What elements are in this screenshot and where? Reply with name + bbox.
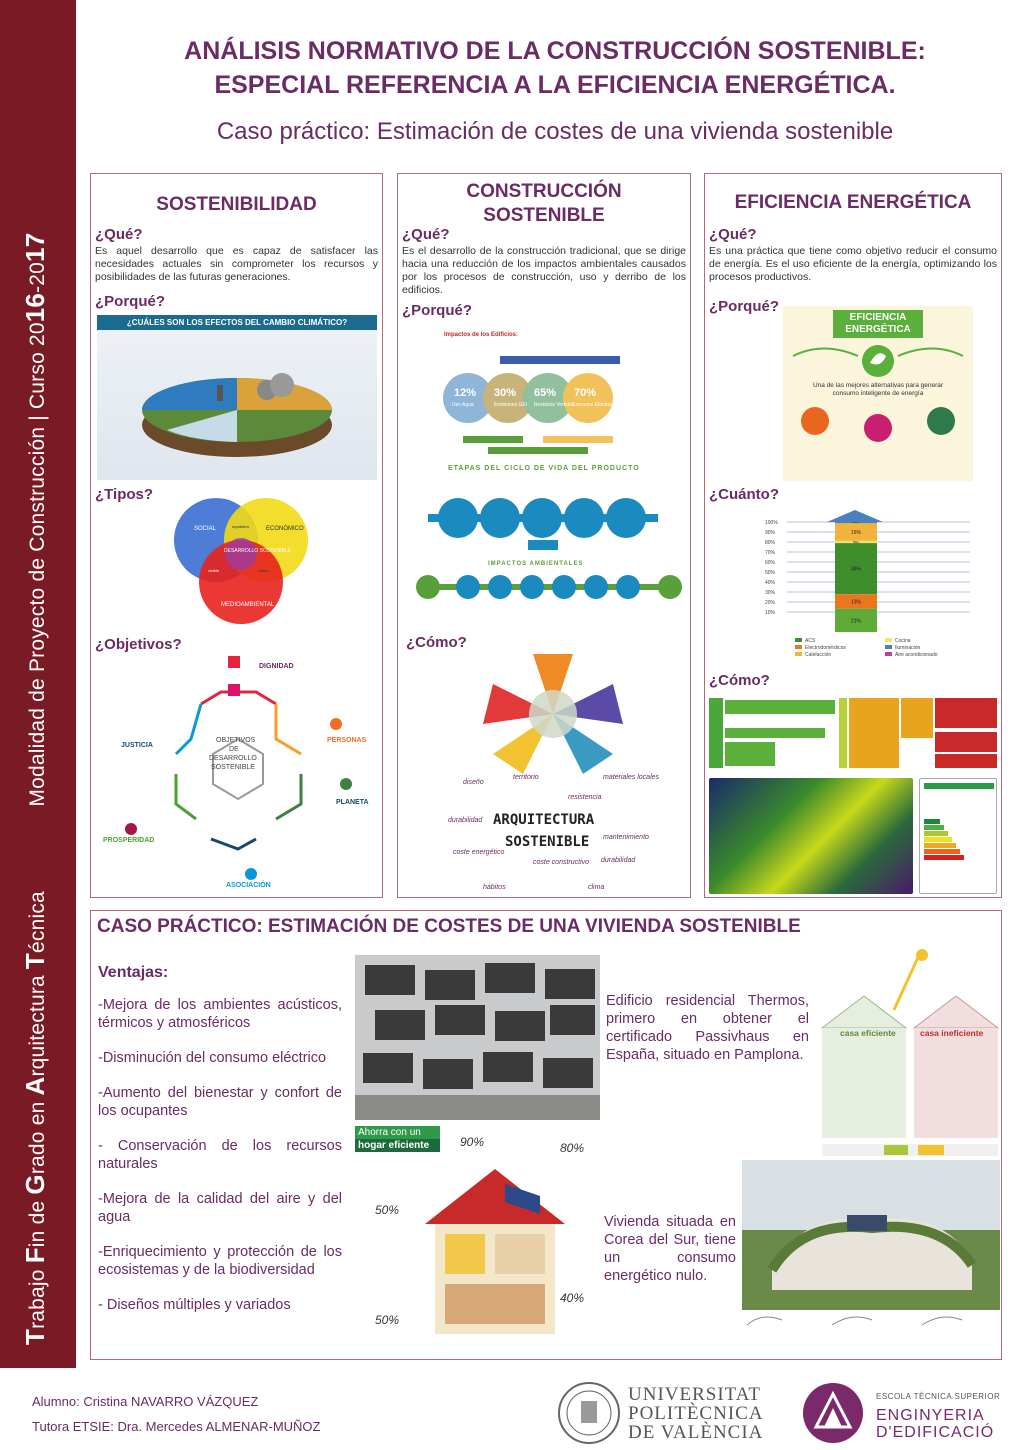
- thermal-image: [709, 778, 913, 894]
- impact-residuos-value: 65%: [534, 387, 557, 399]
- chart-legend-swatch: [885, 638, 892, 642]
- impact-gei-label: Emisiones GEI: [494, 402, 528, 408]
- ventaja-item: -Enriquecimiento y protección de los ecosistemas y de la biodiversidad: [98, 1244, 342, 1278]
- building-impacts-infographic: [438, 326, 638, 461]
- chart-y-tick: 80%: [765, 540, 776, 546]
- lifecycle-title: ETAPAS DEL CICLO DE VIDA DEL PRODUCTO: [448, 465, 640, 472]
- sostenibilidad-que-label: ¿Qué?: [95, 226, 143, 243]
- arq-word-coste-constructivo: coste constructivo: [533, 859, 590, 866]
- casa-eficiente-comparison: [822, 948, 998, 1158]
- arq-word-clima: clima: [588, 884, 605, 891]
- energy-label-certificate: [919, 778, 997, 894]
- chart-y-tick: 30%: [765, 590, 776, 596]
- sdg-personas-label: PERSONAS: [327, 737, 367, 744]
- impact-agua-label: Uso Agua: [452, 402, 474, 408]
- page-subtitle: Caso práctico: Estimación de costes de una vivienda sostenible: [216, 118, 894, 145]
- sidebar-vertical-text: Trabajo Fin de Grado en Arquitectura Técnica Modalidad de Proyecto de Construcción | Curso 2016-2017: [20, 232, 50, 1345]
- chart-legend-label: Aire acondicionado: [895, 652, 938, 658]
- sostenible-word: SOSTENIBLE: [505, 834, 590, 850]
- climate-earth-illustration: [97, 330, 377, 475]
- chart-legend-swatch: [795, 638, 802, 642]
- ee-subtext: Una de las mejores alternativas para generar consumo inteligente de energía: [812, 382, 944, 397]
- arquitectura-sostenible-diagram: [448, 644, 660, 894]
- ahorro-50-a: 50%: [375, 1203, 400, 1217]
- chart-segment-label: 13%: [850, 599, 862, 606]
- chart-legend-swatch: [885, 645, 892, 649]
- chart-y-tick: 50%: [765, 570, 776, 576]
- ventaja-item: - Diseños múltiples y variados: [98, 1297, 291, 1313]
- eficiencia-energetica-panel: [704, 173, 1002, 898]
- construccion-que-label: ¿Qué?: [402, 226, 450, 243]
- sostenibilidad-porque-label: ¿Porqué?: [95, 293, 165, 310]
- impact-residuos-label: Residuos Vertidos: [534, 402, 575, 408]
- ventaja-item: -Disminución del consumo eléctrico: [98, 1050, 327, 1066]
- chart-segment-label: 16%: [850, 530, 862, 536]
- sostenibilidad-heading: SOSTENIBILIDAD: [156, 194, 317, 215]
- tutora-line: Tutora ETSIE: Dra. Mercedes ALMENAR-MUÑOZ: [32, 1419, 321, 1434]
- sdg-hexagon-diagram: [101, 644, 376, 894]
- arq-word-materiales: materiales locales: [603, 774, 660, 781]
- ahorro-80: 80%: [560, 1141, 585, 1155]
- arq-word-durabilidad-2: durabilidad: [601, 857, 636, 864]
- ventaja-item: -Aumento del bienestar y confort de los ocupantes: [98, 1085, 342, 1119]
- chart-legend-label: Cocina: [895, 638, 911, 644]
- ee-banner: EFICIENCIA ENERGÉTICA: [833, 310, 923, 338]
- upv-seal-icon: [557, 1381, 621, 1445]
- eficiencia-como-label: ¿Cómo?: [709, 672, 770, 689]
- sostenibilidad-que-text: Es aquel desarrollo que es capaz de satisfacer las necesidades actuales sin comprometer los recursos y posibilidades de las futuras generaciones.: [95, 245, 378, 283]
- product-lifecycle-diagram: [408, 462, 686, 622]
- thermos-description: Edificio residencial Thermos, primero en obtener el certificado Passivhaus en España, situado en Pamplona.: [606, 993, 809, 1063]
- climate-banner: ¿CUÁLES SON LOS EFECTOS DEL CAMBIO CLIMÁTICO?: [97, 315, 377, 330]
- construccion-que-text: Es el desarrollo de la construcción tradicional, que se dirige hacia una reducción de los impactos ambientales causados por los procesos de construcción, uso y derribo de los edificios.: [402, 245, 686, 296]
- chart-legend-swatch: [795, 652, 802, 656]
- eficiencia-que-label: ¿Qué?: [709, 226, 757, 243]
- chart-y-tick: 90%: [765, 530, 776, 536]
- sdg-planeta-label: PLANETA: [336, 799, 369, 806]
- chart-segment-label: 21%: [850, 618, 862, 625]
- venn-center-label: DESARROLLO SOSTENIBLE: [224, 548, 291, 554]
- sostenibilidad-tipos-label: ¿Tipos?: [95, 486, 154, 503]
- page-title: ANÁLISIS NORMATIVO DE LA CONSTRUCCIÓN SOSTENIBLE: ESPECIAL REFERENCIA A LA EFICIENCIA ENERGÉTICA.: [184, 37, 926, 99]
- chart-legend-label: Iluminación: [895, 645, 921, 651]
- impacts-title: Impactos de los Edificios:: [444, 332, 519, 338]
- ventaja-item: - Conservación de los recursos naturales: [98, 1138, 342, 1172]
- caso-practico-title: CASO PRÁCTICO: ESTIMACIÓN DE COSTES DE UNA VIVIENDA SOSTENIBLE: [97, 916, 801, 937]
- sdg-justicia-label: JUSTICIA: [121, 742, 153, 749]
- sdg-dignidad-label: DIGNIDAD: [259, 663, 294, 670]
- chart-y-tick: 40%: [765, 580, 776, 586]
- construccion-como-label: ¿Cómo?: [406, 634, 467, 651]
- etsie-logo-text: ESCOLA TÈCNICA SUPERIOR ENGINYERIA D'EDIFICACIÓ: [876, 1392, 1001, 1441]
- arq-word-habitos: hábitos: [483, 884, 506, 891]
- chart-legend-swatch: [885, 652, 892, 656]
- korea-house-photo: [742, 1160, 1000, 1330]
- ventajas-heading: Ventajas:: [98, 964, 169, 981]
- impact-gei-value: 30%: [494, 387, 517, 399]
- chart-legend-swatch: [795, 645, 802, 649]
- etsie-logo-icon: [802, 1382, 864, 1444]
- arq-word-mantenimiento: mantenimiento: [603, 834, 649, 841]
- alumno-line: Alumno: Cristina NAVARRO VÁZQUEZ: [32, 1394, 259, 1409]
- chart-y-tick: 100%: [765, 520, 778, 526]
- ventaja-item: -Mejora de la calidad del aire y del agua: [98, 1191, 342, 1225]
- sostenibilidad-panel: [90, 173, 383, 898]
- impact-electricidad-value: 70%: [574, 387, 597, 399]
- thermos-building-photo: [355, 955, 600, 1120]
- sdg-prosperidad-label: PROSPERIDAD: [103, 837, 155, 844]
- sidebar: [0, 0, 76, 1368]
- eficiencia-energetica-infographic: [783, 306, 973, 481]
- arq-word-durabilidad: durabilidad: [448, 817, 483, 824]
- arq-word-diseno: diseño: [463, 779, 484, 786]
- venn-equitativo-label: equitativo: [232, 524, 250, 529]
- venn-economico-label: ECONÓMICO: [266, 526, 304, 532]
- construccion-porque-label: ¿Porqué?: [402, 302, 472, 319]
- sdg-asociacion-label: ASOCIACIÓN: [226, 882, 271, 889]
- sustainability-venn-diagram: [166, 492, 316, 627]
- chart-legend-label: Electrodomésticos: [805, 645, 846, 651]
- eficiencia-heading: EFICIENCIA ENERGÉTICA: [734, 192, 972, 213]
- construccion-heading: CONSTRUCCIÓN SOSTENIBLE: [466, 181, 622, 226]
- arq-word-coste-energetico: coste energético: [453, 849, 505, 856]
- ahorro-50-b: 50%: [375, 1313, 400, 1327]
- impact-agua-value: 12%: [454, 387, 477, 399]
- upv-logo-text: UNIVERSITAT POLITÈCNICA DE VALÈNCIA: [628, 1384, 764, 1443]
- eficiencia-que-text: Es una práctica que tiene como objetivo reducir el consumo de energía. Es el uso eficiente de la energía, optimizando los procesos productivos.: [709, 245, 997, 283]
- chart-y-tick: 70%: [765, 550, 776, 556]
- impactos-ambientales-title: IMPACTOS AMBIENTALES: [488, 561, 584, 567]
- sostenibilidad-objetivos-label: ¿Objetivos?: [95, 636, 182, 653]
- construccion-sostenible-panel: [397, 173, 691, 898]
- chart-y-tick: 60%: [765, 560, 776, 566]
- chart-y-tick: 10%: [765, 610, 776, 616]
- ahorro-40: 40%: [560, 1291, 585, 1305]
- ventaja-item: -Mejora de los ambientes acústicos, térmicos y atmosféricos: [98, 997, 342, 1031]
- casa-eficiente-label: casa eficiente: [840, 1028, 896, 1038]
- chart-legend-label: Calefacción: [805, 652, 832, 658]
- venn-vivible-label: vivible: [208, 568, 220, 573]
- arq-word-resistencia: resistencia: [568, 794, 602, 801]
- arquitectura-word: ARQUITECTURA: [493, 812, 595, 828]
- venn-medioambiental-label: MEDIOAMBIENTAL: [221, 602, 275, 608]
- chart-legend-label: ACS: [805, 638, 816, 644]
- energy-consumption-chart: [765, 492, 1000, 674]
- arq-word-territorio: territorio: [513, 774, 539, 781]
- energy-certification-flowchart: [709, 698, 997, 770]
- casa-ineficiente-label: casa ineficiente: [920, 1028, 984, 1038]
- venn-viable-label: viable: [258, 568, 269, 573]
- ahorro-90: 90%: [460, 1135, 485, 1149]
- korea-description: Vivienda situada en Corea del Sur, tiene un consumo energético nulo.: [604, 1214, 736, 1284]
- climate-change-infographic: [97, 315, 377, 480]
- venn-social-label: SOCIAL: [194, 526, 217, 532]
- hogar-eficiente-infographic: [355, 1124, 600, 1354]
- eficiencia-cuanto-label: ¿Cuánto?: [709, 486, 779, 503]
- chart-segment-label: 46%: [850, 566, 862, 573]
- hogar-banner: Ahorra con un hogar eficiente: [355, 1126, 440, 1152]
- eficiencia-porque-label: ¿Porqué?: [709, 298, 779, 315]
- sdg-center-label: OBJETIVOS DE DESARROLLO SOSTENIBLE: [209, 737, 257, 771]
- impact-electricidad-label: Consumo Electricidad: [572, 402, 621, 408]
- chart-y-tick: 20%: [765, 600, 776, 606]
- ventajas-list: [98, 996, 342, 1331]
